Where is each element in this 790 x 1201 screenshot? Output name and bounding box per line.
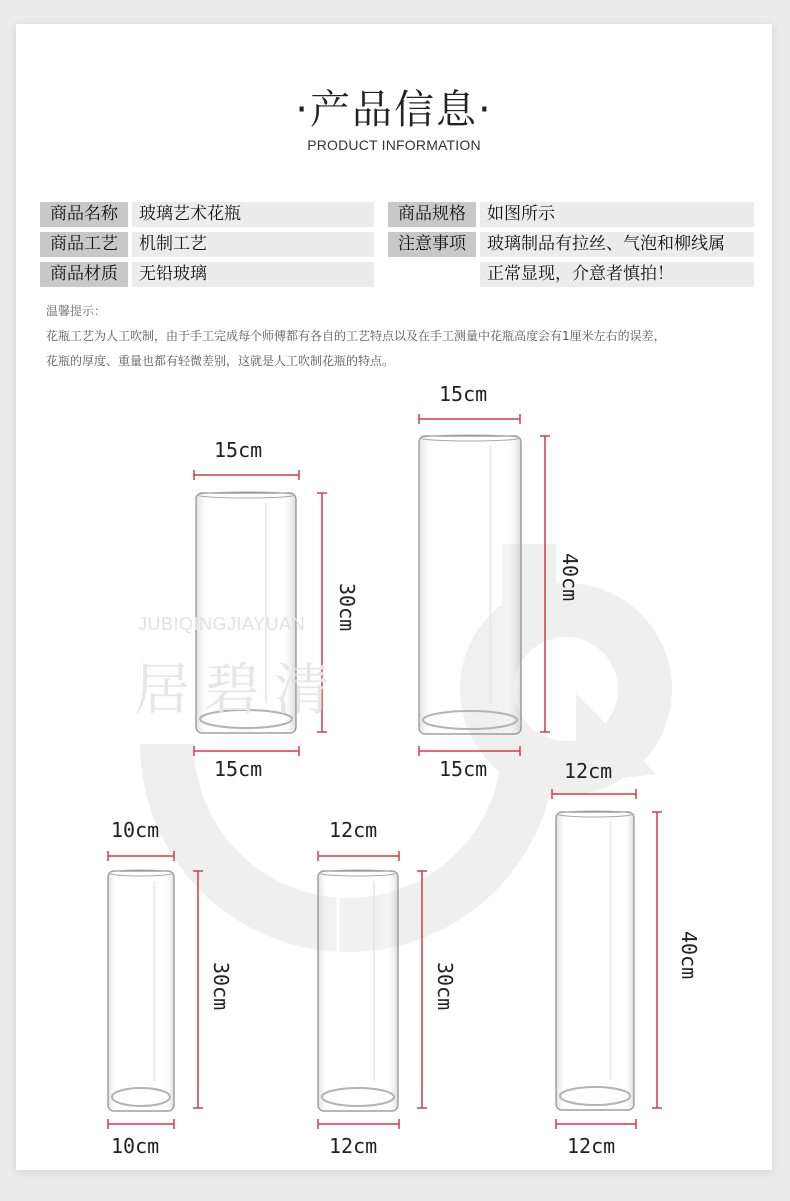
spec-value: 正常显现，介意者慎拍！ bbox=[480, 262, 754, 287]
vase-5-top-width: 12cm bbox=[564, 759, 613, 783]
vase-2-height: 40cm bbox=[558, 553, 582, 602]
vase-2-top-width: 15cm bbox=[439, 382, 488, 406]
vase-2-body bbox=[419, 436, 521, 734]
vase-3-top-width: 10cm bbox=[111, 818, 160, 842]
vase-illustration bbox=[16, 24, 772, 1170]
vase-1-bottom-width: 15cm bbox=[214, 757, 263, 781]
spec-label: 注意事项 bbox=[388, 232, 476, 257]
vase-4-height: 30cm bbox=[433, 962, 457, 1011]
vase-4-bottom-width: 12cm bbox=[329, 1134, 378, 1158]
product-info-card bbox=[16, 24, 772, 1170]
watermark-english: JUBIQINGJIAYUAN bbox=[138, 614, 306, 634]
spec-value: 玻璃艺术花瓶 bbox=[132, 202, 374, 227]
vase-1-top-width: 15cm bbox=[214, 438, 263, 462]
watermark-chinese: 居碧清 bbox=[134, 658, 344, 723]
spec-label: 商品工艺 bbox=[40, 232, 128, 257]
vase-5-body bbox=[556, 812, 634, 1110]
vase-3-bottom-width: 10cm bbox=[111, 1134, 160, 1158]
spec-label: 商品名称 bbox=[40, 202, 128, 227]
notice-line: 花瓶工艺为人工吹制，由于手工完成每个师傅都有各自的工艺特点以及在手工测量中花瓶高度会有1厘米左右的误差， bbox=[46, 329, 666, 343]
vase-3-height: 30cm bbox=[209, 962, 233, 1011]
vase-3-body bbox=[108, 871, 174, 1111]
notice-title: 温馨提示： bbox=[46, 304, 107, 318]
spec-label: 商品材质 bbox=[40, 262, 128, 287]
spec-value: 如图所示 bbox=[480, 202, 754, 227]
page-title: ·产品信息· bbox=[295, 87, 493, 133]
spec-value: 玻璃制品有拉丝、气泡和柳线属 bbox=[480, 232, 754, 257]
vase-4-body bbox=[318, 871, 398, 1111]
vase-5-bottom-width: 12cm bbox=[567, 1134, 616, 1158]
spec-value: 无铅玻璃 bbox=[132, 262, 374, 287]
vase-2-bottom-width: 15cm bbox=[439, 757, 488, 781]
spec-label: 商品规格 bbox=[388, 202, 476, 227]
notice-line: 花瓶的厚度、重量也都有轻微差别，这就是人工吹制花瓶的特点。 bbox=[46, 354, 395, 368]
vase-4-top-width: 12cm bbox=[329, 818, 378, 842]
vase-5-height: 40cm bbox=[677, 931, 701, 980]
spec-value: 机制工艺 bbox=[132, 232, 374, 257]
page-subtitle: PRODUCT INFORMATION bbox=[307, 137, 481, 153]
vase-1-height: 30cm bbox=[335, 583, 359, 632]
